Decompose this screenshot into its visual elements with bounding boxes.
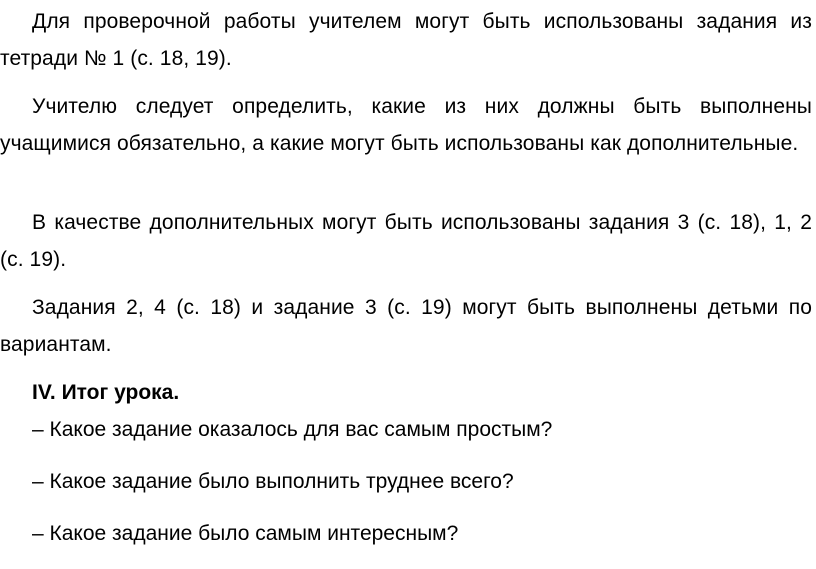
- paragraph-checking-work: Для проверочной работы учителем могут быть использованы задания из тетради № 1 (с. 18, 19).: [0, 10, 812, 70]
- question-hardest: – Какое задание было выполнить труднее всего?: [32, 470, 514, 493]
- paragraph-variants: Задания 2, 4 (с. 18) и задание 3 (с. 19) могут быть выполнены детьми по вариантам.: [0, 296, 812, 356]
- section-heading: IV. Итог урока.: [32, 381, 180, 404]
- question-simplest: – Какое задание оказалось для вас самым простым?: [32, 418, 553, 441]
- paragraph-teacher-decision: Учителю следует определить, какие из них должны быть выполнены учащимися обязательно, а какие могут быть использованы как дополнительные.: [0, 95, 812, 155]
- question-most-interesting: – Какое задание было самым интересным?: [32, 522, 459, 545]
- paragraph-additional-tasks: В качестве дополнительных могут быть использованы задания 3 (с. 18), 1, 2 (с. 19).: [0, 211, 812, 271]
